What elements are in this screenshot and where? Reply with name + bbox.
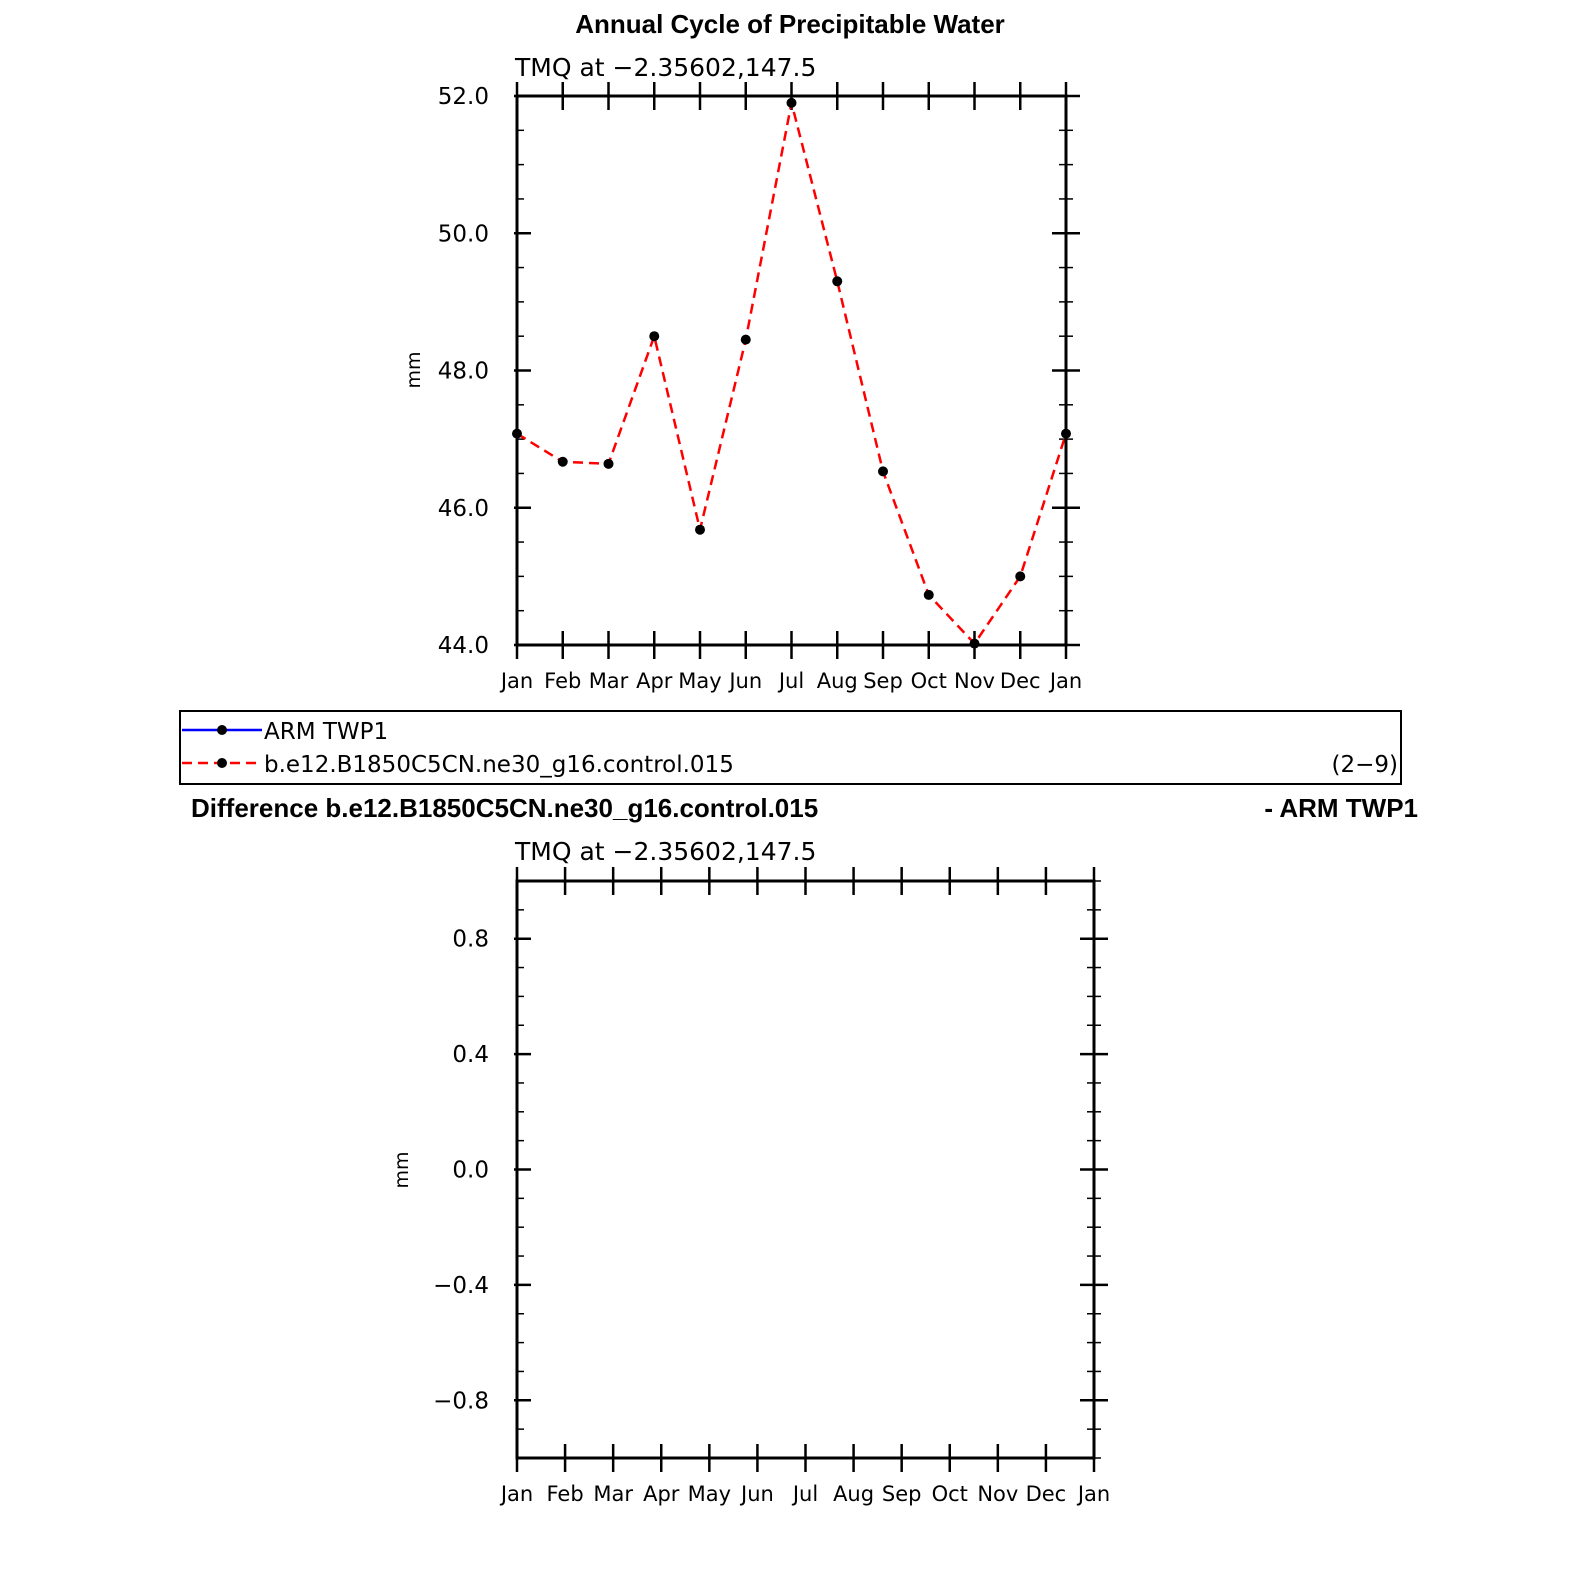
data-point xyxy=(924,590,934,600)
x-tick-label: Feb xyxy=(544,669,582,693)
x-tick-label: Aug xyxy=(816,669,858,693)
x-tick-label: Oct xyxy=(910,669,947,693)
plot-frame xyxy=(517,96,1066,645)
x-tick-label: May xyxy=(687,1482,732,1506)
data-point xyxy=(832,276,842,286)
tick-labels xyxy=(433,927,1110,1506)
legend xyxy=(180,711,1401,784)
chart-subtitle: TMQ at −2.35602,147.5 xyxy=(515,53,817,82)
chart-title: Difference b.e12.B1850C5CN.ne30_g16.control.015 xyxy=(191,793,819,823)
y-tick-label: −0.4 xyxy=(433,1272,489,1299)
x-tick-label: Oct xyxy=(931,1482,968,1506)
y-tick-label: 0.0 xyxy=(452,1157,489,1184)
x-tick-label: Jan xyxy=(1049,669,1083,693)
plot-frame xyxy=(517,881,1094,1458)
legend-label-model: b.e12.B1850C5CN.ne30_g16.control.015 xyxy=(264,752,734,778)
x-tick-label: Dec xyxy=(1025,1482,1067,1506)
data-point xyxy=(787,98,797,108)
series-line xyxy=(517,103,1066,644)
tick-labels xyxy=(438,84,1082,693)
x-tick-label: Feb xyxy=(546,1482,584,1506)
legend-marker-arm xyxy=(217,725,227,735)
data-point xyxy=(695,525,705,535)
x-tick-label: Jun xyxy=(741,1482,774,1506)
x-tick-label: Jun xyxy=(729,669,763,693)
data-point xyxy=(604,459,614,469)
legend-note: (2−9) xyxy=(1331,752,1398,778)
data-point xyxy=(741,335,751,345)
x-tick-label: Jan xyxy=(500,1482,534,1506)
y-tick-label: 46.0 xyxy=(437,495,489,522)
y-tick-label: 0.8 xyxy=(452,926,489,953)
x-tick-label: Apr xyxy=(643,1482,680,1506)
y-axis-label: mm xyxy=(391,1151,413,1189)
x-tick-label: Nov xyxy=(977,1482,1019,1506)
legend-marker-model xyxy=(217,758,227,768)
y-tick-label: 48.0 xyxy=(437,358,489,385)
legend-label-arm: ARM TWP1 xyxy=(264,719,389,745)
axis-ticks xyxy=(514,867,1108,1472)
x-tick-label: Sep xyxy=(863,669,903,693)
x-tick-label: Mar xyxy=(588,669,629,693)
x-tick-label: Apr xyxy=(636,669,673,693)
chart-subtitle: TMQ at −2.35602,147.5 xyxy=(515,837,817,866)
data-point xyxy=(1015,571,1025,581)
x-tick-label: Jul xyxy=(778,669,805,693)
y-tick-label: 50.0 xyxy=(437,221,489,248)
y-tick-label: 0.4 xyxy=(452,1042,489,1069)
y-tick-label: −0.8 xyxy=(433,1388,489,1415)
chart-title: Annual Cycle of Precipitable Water xyxy=(575,9,1005,39)
axis-ticks xyxy=(514,82,1080,659)
difference-chart xyxy=(191,793,1418,1506)
x-tick-label: May xyxy=(678,669,722,693)
series-layer xyxy=(512,98,1071,649)
y-tick-label: 44.0 xyxy=(437,633,489,659)
x-tick-label: Sep xyxy=(881,1482,922,1506)
data-point xyxy=(558,457,568,467)
annual-cycle-chart xyxy=(403,9,1082,693)
x-tick-label: Jan xyxy=(500,669,534,693)
y-axis-label: mm xyxy=(403,351,425,389)
chart-title-right: - ARM TWP1 xyxy=(1264,793,1418,823)
x-tick-label: Aug xyxy=(833,1482,875,1506)
x-tick-label: Nov xyxy=(954,669,995,693)
x-tick-label: Mar xyxy=(593,1482,633,1506)
x-tick-label: Jan xyxy=(1077,1482,1111,1506)
x-tick-label: Dec xyxy=(999,669,1041,693)
data-point xyxy=(878,466,888,476)
y-tick-label: 52.0 xyxy=(437,84,489,110)
data-point xyxy=(649,331,659,341)
x-tick-label: Jul xyxy=(792,1482,819,1506)
